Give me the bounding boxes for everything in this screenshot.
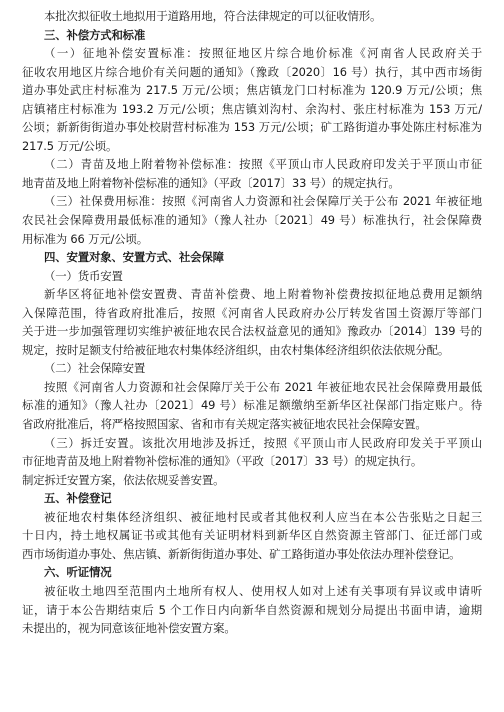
text-line: 市征地青苗及地上附着物补偿标准的通知》（平政〔2017〕33 号）的规定执行。: [22, 454, 423, 469]
text-line: 征收农用地区片综合地价有关问题的通知》（豫政〔2020〕16 号）执行，其中西市场街: [22, 64, 482, 79]
text-line: 被征收土地四至范围内土地所有权人、使用权人如对上述有关事项有异议或申请听: [44, 583, 482, 598]
text-line: 入保障范围，待省政府批准后，按照《河南省人民政府办公厅转发省国土资源厅等部门: [22, 305, 482, 320]
section-heading: 四、安置对象、安置方式、社会保障: [44, 250, 224, 265]
text-line: 关于进一步加强管理切实维护被征地农民合法权益意见的通知》豫政办〔2014〕139 号的: [22, 324, 482, 339]
text-line: 标准的通知》（豫人社办〔2021〕49 号）标准足额缴纳至新华区社保部门指定账户。待: [22, 398, 482, 413]
text-line: （二）社会保障安置: [44, 361, 146, 376]
text-line: （一）征地补偿安置标准：按照征地区片综合地价标准《河南省人民政府关于: [44, 46, 482, 61]
text-line: 被征地农村集体经济组织、被征地村民或者其他权利人应当在本公告张贴之日起三: [44, 509, 482, 524]
section-heading: 三、补偿方式和标准: [44, 27, 146, 42]
section-heading: 六、听证情况: [44, 565, 112, 580]
text-line: 十日内，持土地权属证书或其他有关证明材料到新华区自然资源主管部门、征迁部门或: [22, 528, 482, 543]
text-line: 用标准为 66 万元/公顷。: [22, 231, 148, 246]
text-line: 店镇褚庄村标准为 193.2 万元/公顷；焦店镇刘沟村、余沟村、张庄村标准为 153 万元/: [22, 101, 482, 116]
text-line: （三）拆迁安置。该批次用地涉及拆迁，按照《平顶山市人民政府印发关于平顶山: [44, 435, 482, 450]
text-line: （一）货币安置: [44, 268, 123, 283]
text-line: 西市场街道办事处、焦店镇、新新街街道办事处、矿工路街道办事处依法办理补偿登记。: [22, 546, 461, 561]
text-line: 217.5 万元/公顷。: [22, 138, 118, 153]
text-line: 省政府批准后，将严格按照国家、省和市有关规定落实被征地农民社会保障安置。: [22, 417, 427, 432]
text-line: 证，请于本公告期结束后 5 个工作日内向新华自然资源和规划分局提出书面申请，逾期: [22, 602, 482, 617]
text-line: 地青苗及地上附着物补偿标准的通知》（平政〔2017〕33 号）的规定执行。: [22, 175, 400, 190]
text-line: （二）青苗及地上附着物补偿标准：按照《平顶山市人民政府印发关于平顶山市征: [44, 157, 482, 172]
text-line: 按照《河南省人力资源和社会保障厅关于公布 2021 年被征地农民社会保障费用最低: [44, 379, 482, 394]
text-line: 新华区将征地补偿安置费、青苗补偿费、地上附着物补偿费按拟征地总费用足额纳: [44, 287, 482, 302]
text-line: 制定拆迁安置方案，依法依规妥善安置。: [22, 472, 225, 487]
text-line: 公顷；新新街街道办事处校尉营村标准为 153 万元/公顷；矿工路街道办事处陈庄村标准为: [22, 120, 482, 135]
text-line: 道办事处武庄村标准为 217.5 万元/公顷；焦店镇龙门口村标准为 120.9 万元/公顷；焦: [22, 83, 482, 98]
text-line: （三）社保费用标准：按照《河南省人力资源和社会保障厅关于公布 2021 年被征地: [44, 194, 482, 209]
text-line: 本批次拟征收土地拟用于道路用地，符合法律规定的可以征收情形。: [44, 9, 382, 23]
text-line: 农民社会保障费用最低标准的通知》（豫人社办〔2021〕49 号）标准执行，社会保障费: [22, 213, 482, 228]
section-heading: 五、补偿登记: [44, 491, 112, 506]
text-line: 未提出的，视为同意该征地补偿安置方案。: [22, 621, 236, 636]
text-line: 规定，按时足额支付给被征地农村集体经济组织，由农村集体经济组织依法依规分配。: [22, 342, 450, 357]
